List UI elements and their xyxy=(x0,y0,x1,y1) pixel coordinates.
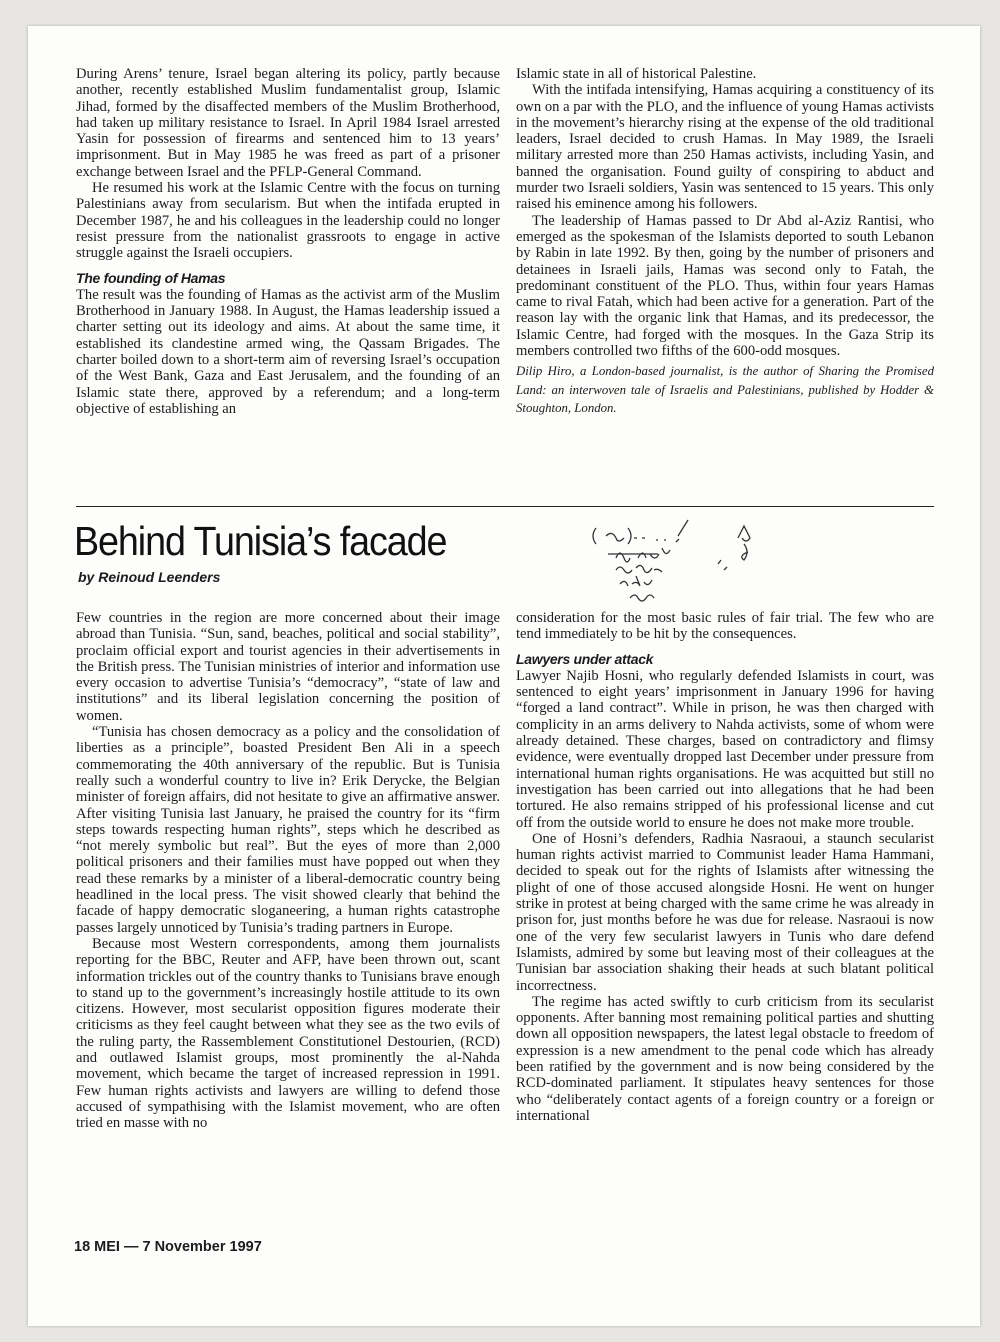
article-headline: Behind Tunisia’s facade xyxy=(74,518,447,564)
article-right-column xyxy=(516,610,934,1124)
section-divider xyxy=(76,506,934,507)
subhead: Lawyers under attack xyxy=(516,650,654,667)
paragraph: With the intifada intensifying, Hamas acquiring a constituency of its own on a par with the PLO, and the influence of young Hamas activists in the movement’s hierarchy rising at the expense of the old traditional leaders, Israel decided to crush Hamas. In May 1989, the Israeli military arrested more than 250 Hamas activists, including Yasin, and banned the organisation. Found guilty of conspiring to abduct and murder two Israeli soldiers, Yasin was sentenced to 15 years. This only raised his eminence among his followers. xyxy=(516,82,934,213)
paragraph: Few countries in the region are more concerned about their image abroad than Tunisia. “Sun, sand, beaches, political and social stability”, proclaim official export and tourist agencies in their advertisements in the British press. The Tunisian ministries of interior and information use every occasion to advertise Tunisia’s “democracy”, “state of law and institutions” and its liberal legislation concerning the position of women. xyxy=(76,610,500,724)
paragraph: He resumed his work at the Islamic Centre with the focus on turning Palestinians away from secularism. But when the intifada erupted in December 1987, he and his colleagues in the leadership could no longer resist pressure from the nationalist grassroots to engage in active struggle against the Israeli occupiers. xyxy=(76,180,500,262)
right-top-column xyxy=(516,66,934,418)
subhead: The founding of Hamas xyxy=(76,269,226,286)
article-byline: by Reinoud Leenders xyxy=(78,569,221,585)
paragraph: The leadership of Hamas passed to Dr Abd al-Aziz Rantisi, who emerged as the spokesman of the Islamists deported to south Lebanon by Rabin in late 1992. By then, going by the number of prisoners and detainees in Israeli jails, Hamas was second only to Fatah, the predominant constituent of the PLO. Thus, within four years Hamas came to rival Fatah, which had been active for a generation. Part of the reason lay with the organic link that Hamas, and its predecessor, the Islamic Centre, had forged with the mosques. In the Gaza Strip its members controlled two fifths of the 600-odd mosques. xyxy=(516,212,934,360)
paragraph: The result was the founding of Hamas as the activist arm of the Muslim Brotherhood in January 1988. In August, the Hamas leadership issued a charter setting out its ideology and aims. At about the same time, it established its clandestine armed wing, the Qassam Brigades. The charter boiled down to a short-term aim of reversing Israel’s occupation of the West Bank, Gaza and East Jerusalem, and the founding of an Islamic state there, approved by a referendum; and a long-term objective of establishing an xyxy=(76,286,500,417)
article-left-column xyxy=(76,610,500,1132)
paragraph: Islamic state in all of historical Palestine. xyxy=(516,66,757,82)
paragraph: The regime has acted swiftly to curb criticism from its secularist opponents. After banning most remaining political parties and shutting down all opposition newspapers, the latest legal obstacle to freedom of expression is a new amendment to the penal code which has already been ratified by the government and is now being considered by the RCD-dominated parliament. It stipulates heavy sentences for those who “deliberately contact agents of a foreign country or a foreign or international xyxy=(516,993,934,1124)
paragraph: consideration for the most basic rules of fair trial. The few who are tend immediately to be hit by the consequences. xyxy=(516,610,934,643)
left-top-column xyxy=(76,66,500,417)
paragraph: Lawyer Najib Hosni, who regularly defended Islamists in court, was sentenced to eight years’ imprisonment in January 1996 for having “forged a land contract”. While in prison, he was then charged with complicity in an arms delivery to Nahda activists, some of whom were already detained. These charges, based on contradictory and flimsy evidence, were eventually dropped last December under pressure from international human rights organisations. He was acquitted but still no investigation has been carried out into allegations that he had been tortured. He also remains stripped of his professional license and cut off from the outside world to ensure he does not make more trouble. xyxy=(516,667,934,831)
handwritten-note xyxy=(558,514,798,606)
author-note: Dilip Hiro, a London-based journalist, is the author of Sharing the Promised Land: an interwoven tale of Israelis and Palestinians, published by Hodder & Stoughton, London. xyxy=(516,364,934,416)
magazine-page xyxy=(28,26,980,1326)
paragraph: One of Hosni’s defenders, Radhia Nasraoui, a staunch secularist human rights activist married to Communist leader Hama Hammani, decided to speak out for the rights of Islamists after witnessing the plight of one of those accused alongside Hosni. He went on hunger strike in protest at being charged with the same crime he was already in prison for, just months before he was due for release. Nasraoui is now one of the very few secularist lawyers in Tunis who dare defend Islamists, admired by some but leaving most of their colleagues at the Tunisian bar association shaking their heads at such blatant political incorrectness. xyxy=(516,830,934,994)
paragraph: Because most Western correspondents, among them journalists reporting for the BBC, Reuter and AFP, have been thrown out, scant information trickles out of the country thanks to Tunisians brave enough to stand up to the government’s increasingly hostile attitude to its own citizens. However, most secularist opposition figures moderate their criticisms as they feel caught between what they see as the two evils of the ruling party, the Rassemblement Constitutionel Destourien, (RCD) and outlawed Islamist groups, most prominently the al-Nahda movement, which became the target of increased repression in 1991. Few human rights activists and lawyers are willing to defend those accused of sympathising with the Islamist movement, who are often tried en masse with no xyxy=(76,935,500,1132)
paragraph: “Tunisia has chosen democracy as a policy and the consolidation of liberties as a principle”, boasted President Ben Ali in a speech commemorating the 40th anniversary of the republic. But is Tunisia really such a wonderful country to live in? Erik Derycke, the Belgian minister of foreign affairs, did not hesitate to give an affirmative answer. After visiting Tunisia last January, he praised the country for its “firm steps towards respecting human rights”, steps which he described as “not merely symbolic but real”. But the eyes of more than 2,000 political prisoners and their families must have popped out when they read these remarks by a minister of a liberal-democratic country being headlined in the local press. The visit showed clearly that behind the facade of happy democratic sloganeering, a human rights catastrophe passes largely unnoticed by Tunisia’s trading partners in Europe. xyxy=(76,724,500,936)
paragraph: During Arens’ tenure, Israel began altering its policy, partly because another, recently established Muslim fundamentalist group, Islamic Jihad, formed by the disaffected members of the Muslim Brotherhood, had taken up military resistance to Israel. In April 1984 Israel arrested Yasin for possession of firearms and sentenced him to 13 years’ imprisonment. But in May 1985 he was freed as part of a prisoner exchange between Israel and the PFLP-General Command. xyxy=(76,66,500,180)
page-footer: 18 MEI — 7 November 1997 xyxy=(74,1239,262,1255)
